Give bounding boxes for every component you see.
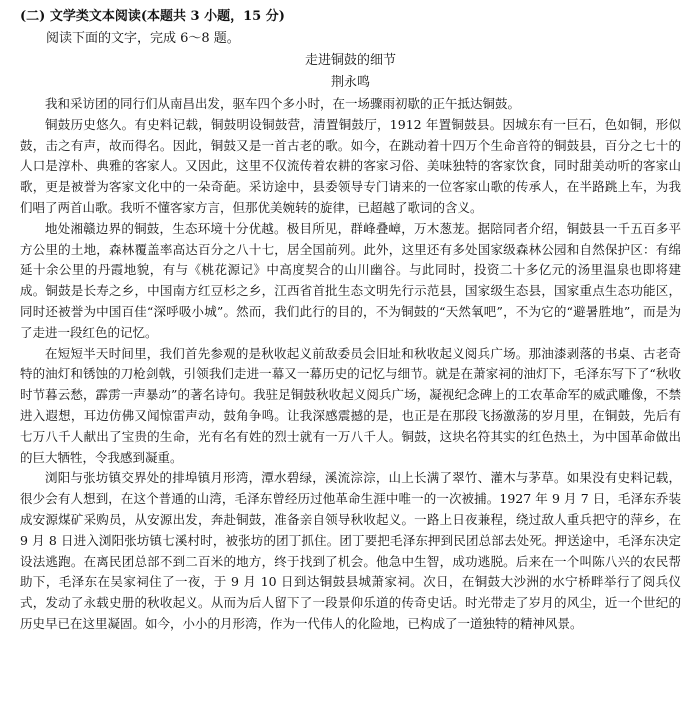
- paragraph-1: 我和采访团的同行们从南昌出发，驱车四个多小时，在一场骤雨初歇的正午抵达铜鼓。: [45, 96, 521, 111]
- reading-instruction: 阅读下面的文字，完成 6～8 题。: [46, 31, 240, 46]
- article-author: 荆永鸣: [330, 75, 370, 90]
- article-title: 走进铜鼓的细节: [304, 53, 396, 68]
- paragraph-3: 地处湘赣边界的铜鼓，生态环境十分优越。极目所见，群峰叠嶂，万木葱茏。据陪同者介绍，铜鼓县一千五百多平方公里的土地，森林覆盖率高达百分之八十七，居全国前列。此外，这里还有多处国家级森林公园和自然保护区：有绵延十余公里的丹霞地貌，有与《桃花源记》中高度契合的山川幽谷。与此同时，投资二十多亿元的汤里温泉也即将建成。铜鼓是长寿之乡，中国南方红豆杉之乡，江西省首批生态文明先行示范县，国家级生态县，国家重点生态功能区，同时还被誉为中国百佳“深呼吸小城”。然而，我们此行的目的，不为铜鼓的“天然氧吧”，不为它的“避暑胜地”，而是为了走进一段红色的记忆。: [20, 220, 681, 340]
- paragraph-4: 在短短半天时间里，我们首先参观的是秋收起义前敌委员会旧址和秋收起义阅兵广场。那油漆剥落的书桌、古老奇特的油灯和锈蚀的刀枪剑戟，引领我们走进一幕又一幕历史的记忆与细节。就是在萧家祠的油灯下，毛泽东写下了“秋收时节暮云愁，霹雳一声暴动”的著名诗句。我驻足铜鼓秋收起义阅兵广场，凝视纪念碑上的工农革命军的威武雕像，不禁进入遐想，耳边仿佛又闻惊雷声动，鼓角争鸣。让我深感震撼的是，也正是在那段飞扬激荡的岁月里，在铜鼓，先后有七万八千人献出了宝贵的生命，光有名有姓的烈士就有一万八千人。铜鼓，这块名符其实的红色热土，为中国革命做出的巨大牺牲，令我感到凝重。: [20, 345, 681, 465]
- paragraph-2: 铜鼓历史悠久。有史料记载，铜鼓明设铜鼓营，清置铜鼓厅，1912 年置铜鼓县。因城东有一巨石，色如铜，形似鼓，击之有声，故而得名。因此，铜鼓又是一首古老的歌。如今，在跳动着十四万个生命音符的铜鼓县，百分之七十的人口是淳朴、典雅的客家人。又因此，这里不仅流传着农耕的客家习俗、美味独特的客家饮食，同时甜美动听的客家山歌，更是被誉为客家文化中的一朵奇葩。采访途中，县委领导专门请来的一位客家山歌的传承人，在半路跳上车，为我们唱了两首山歌。我听不懂客家方言，但那优美婉转的旋律，已超越了歌词的含义。: [20, 116, 681, 215]
- paragraph-5: 浏阳与张坊镇交界处的排埠镇月形湾，潭水碧绿，溪流淙淙，山上长满了翠竹、灌木与茅草。如果没有史料记载，很少会有人想到，在这个普通的山湾，毛泽东曾经历过他革命生涯中唯一的一次被捕。1927 年 9 月 7 日，毛泽东乔装成安源煤矿采购员，从安源出发，奔赴铜鼓，准备亲自领导秋收起义。一路上日夜兼程，绕过敌人重兵把守的萍乡，在 9 月 8 日进入浏阳张坊镇七溪村时，被张坊的团丁抓住。团丁要把毛泽东押到民团总部去处死。押送途中，毛泽东决定设法逃跑。在离民团总部不到二百米的地方，终于找到了机会。他急中生智，成功逃脱。后来在一个叫陈八兴的农民帮助下，毛泽东在吴家祠住了一夜，于 9 月 10 日到达铜鼓县城萧家祠。次日，在铜鼓大沙洲的水宁桥畔举行了阅兵仪式，发动了永载史册的秋收起义。从而为后人留下了一段景仰乐道的传奇史话。时光带走了岁月的风尘，近一个世纪的历史早已在这里凝固。如今，小小的月形湾，作为一代伟人的化险地，已构成了一道独特的精神风景。: [20, 470, 681, 631]
- section-title: (二) 文学类文本阅读(本题共 3 小题，15 分): [20, 9, 285, 24]
